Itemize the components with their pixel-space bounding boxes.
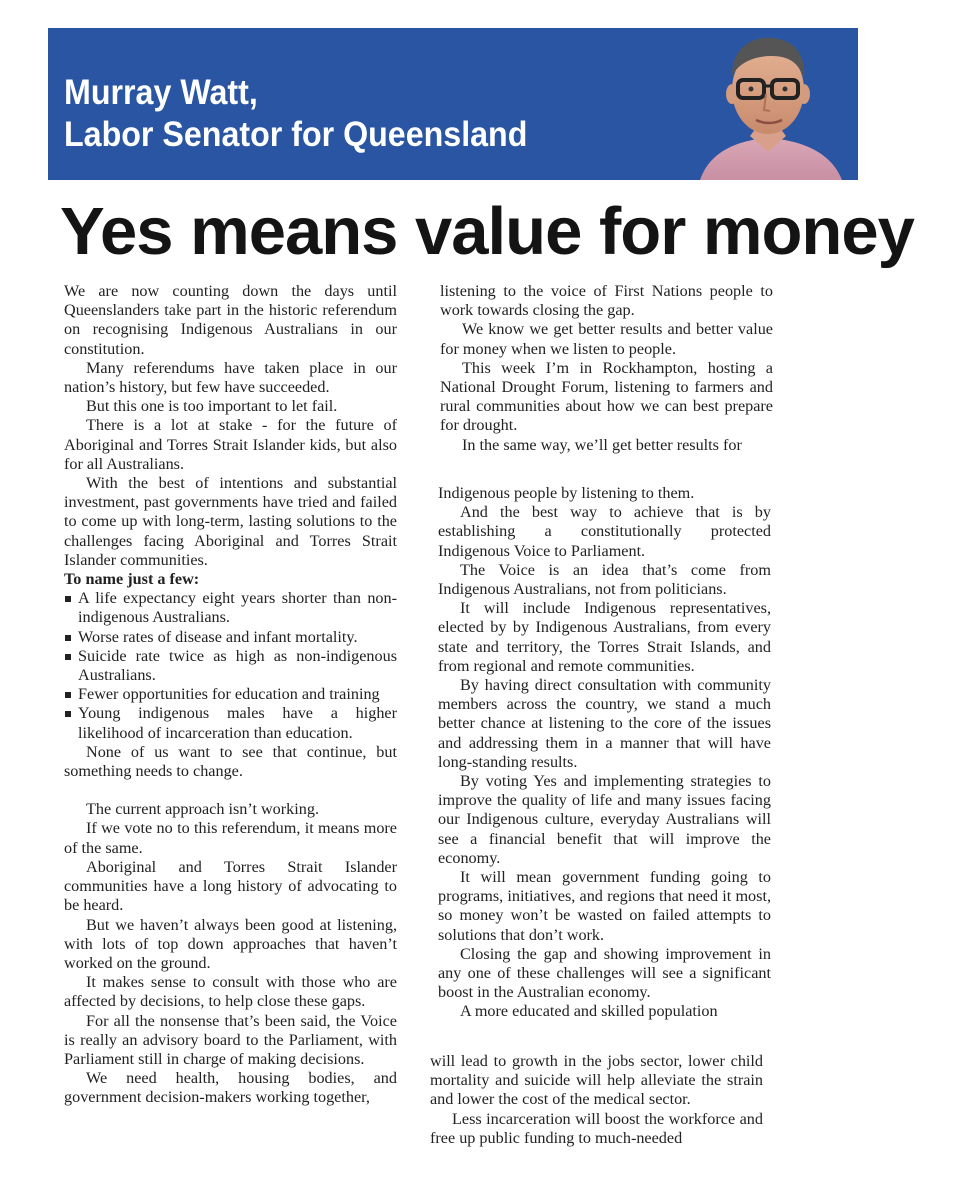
paragraph: We are now counting down the days until Queenslanders take part in the historic referendum on recognising Indigenous Australians in our constitution. (64, 282, 397, 358)
paragraph: Less incarceration will boost the workforce and free up public funding to much-needed (430, 1109, 763, 1147)
author-name: Murray Watt, (64, 73, 258, 112)
paragraph: None of us want to see that continue, but something needs to change. (64, 742, 397, 781)
column-2-bottom (430, 1052, 763, 1148)
bullet-list (64, 589, 397, 743)
paragraph: Indigenous people by listening to them. (438, 484, 695, 502)
paragraph: If we vote no to this referendum, it means more of the same. (64, 819, 397, 857)
paragraph: The current approach isn’t working. (86, 800, 319, 819)
column-2-middle (438, 484, 771, 1022)
paragraph: The Voice is an idea that’s come from Indigenous Australians, not from politicians. (438, 560, 771, 599)
column-2-top (440, 282, 773, 455)
author-role: Labor Senator for Queensland (64, 115, 528, 154)
paragraph: And the best way to achieve that is by establishing a constitutionally protected Indigenous Voice to Parliament. (438, 503, 771, 560)
paragraph: There is a lot at stake - for the future of Aboriginal and Torres Strait Islander kids, but also for all Australians. (64, 416, 397, 473)
paragraph: We know we get better results and better value for money when we listen to people. (440, 320, 773, 358)
paragraph: This week I’m in Rockhampton, hosting a National Drought Forum, listening to farmers and rural communities about how we can best prepare for drought. (440, 358, 773, 435)
author-byline (64, 72, 527, 156)
column-1 (64, 282, 397, 1108)
paragraph: With the best of intentions and substantial investment, past governments have tried and failed to come up with long-term, lasting solutions to the challenges facing Aboriginal and Torres Strait Islander communities. (64, 474, 397, 569)
paragraph: It will include Indigenous representatives, elected by by Indigenous Australians, from every state and territory, the Torres Strait Islands, and from regional and remote communities. (438, 599, 771, 675)
header-banner (48, 28, 858, 180)
list-item: Fewer opportunities for education and training (64, 685, 397, 704)
paragraph: It will mean government funding going to programs, initiatives, and regions that need it most, so money won’t be wasted on failed attempts to solutions that don’t work. (438, 868, 771, 944)
list-item: A life expectancy eight years shorter than non-indigenous Australians. (64, 589, 397, 627)
paragraph: listening to the voice of First Nations people to work towards closing the gap. (440, 282, 773, 320)
paragraph: We need health, housing bodies, and government decision-makers working together, (64, 1069, 397, 1107)
paragraph: But we haven’t always been good at listening, with lots of top down approaches that haven’t worked on the ground. (64, 915, 397, 972)
paragraph: Aboriginal and Torres Strait Islander communities have a long history of advocating to be heard. (64, 857, 397, 915)
paragraph: But this one is too important to let fail. (86, 397, 338, 416)
paragraph: By having direct consultation with community members across the country, we stand a much better chance at listening to the core of the issues and addressing them in a manner that will have long-standing results. (438, 676, 771, 771)
paragraph: In the same way, we’ll get better results for (462, 435, 742, 454)
headline: Yes means value for money (60, 194, 914, 269)
paragraph: By voting Yes and implementing strategies to improve the quality of life and many issues facing our Indigenous culture, everyday Australians will see a financial benefit that will improve the economy. (438, 772, 771, 867)
list-heading: To name just a few: (64, 570, 200, 589)
paragraph: Many referendums have taken place in our nation’s history, but few have succeeded. (64, 358, 397, 397)
author-photo (680, 28, 858, 180)
paragraph: Closing the gap and showing improvement in any one of these challenges will see a significant boost in the Australian economy. (438, 944, 771, 1002)
paragraph: will lead to growth in the jobs sector, lower child mortality and suicide will help alleviate the strain and lower the cost of the medical sector. (430, 1052, 763, 1109)
paragraph: It makes sense to consult with those who are affected by decisions, to help close these gaps. (64, 973, 397, 1011)
list-item: Suicide rate twice as high as non-indigenous Australians. (64, 647, 397, 685)
paragraph: A more educated and skilled population (460, 1002, 718, 1021)
paragraph: For all the nonsense that’s been said, the Voice is really an advisory board to the Parliament, with Parliament still in charge of making decisions. (64, 1011, 397, 1068)
list-item: Young indigenous males have a higher likelihood of incarceration than education. (64, 704, 397, 742)
list-item: Worse rates of disease and infant mortality. (64, 628, 397, 647)
